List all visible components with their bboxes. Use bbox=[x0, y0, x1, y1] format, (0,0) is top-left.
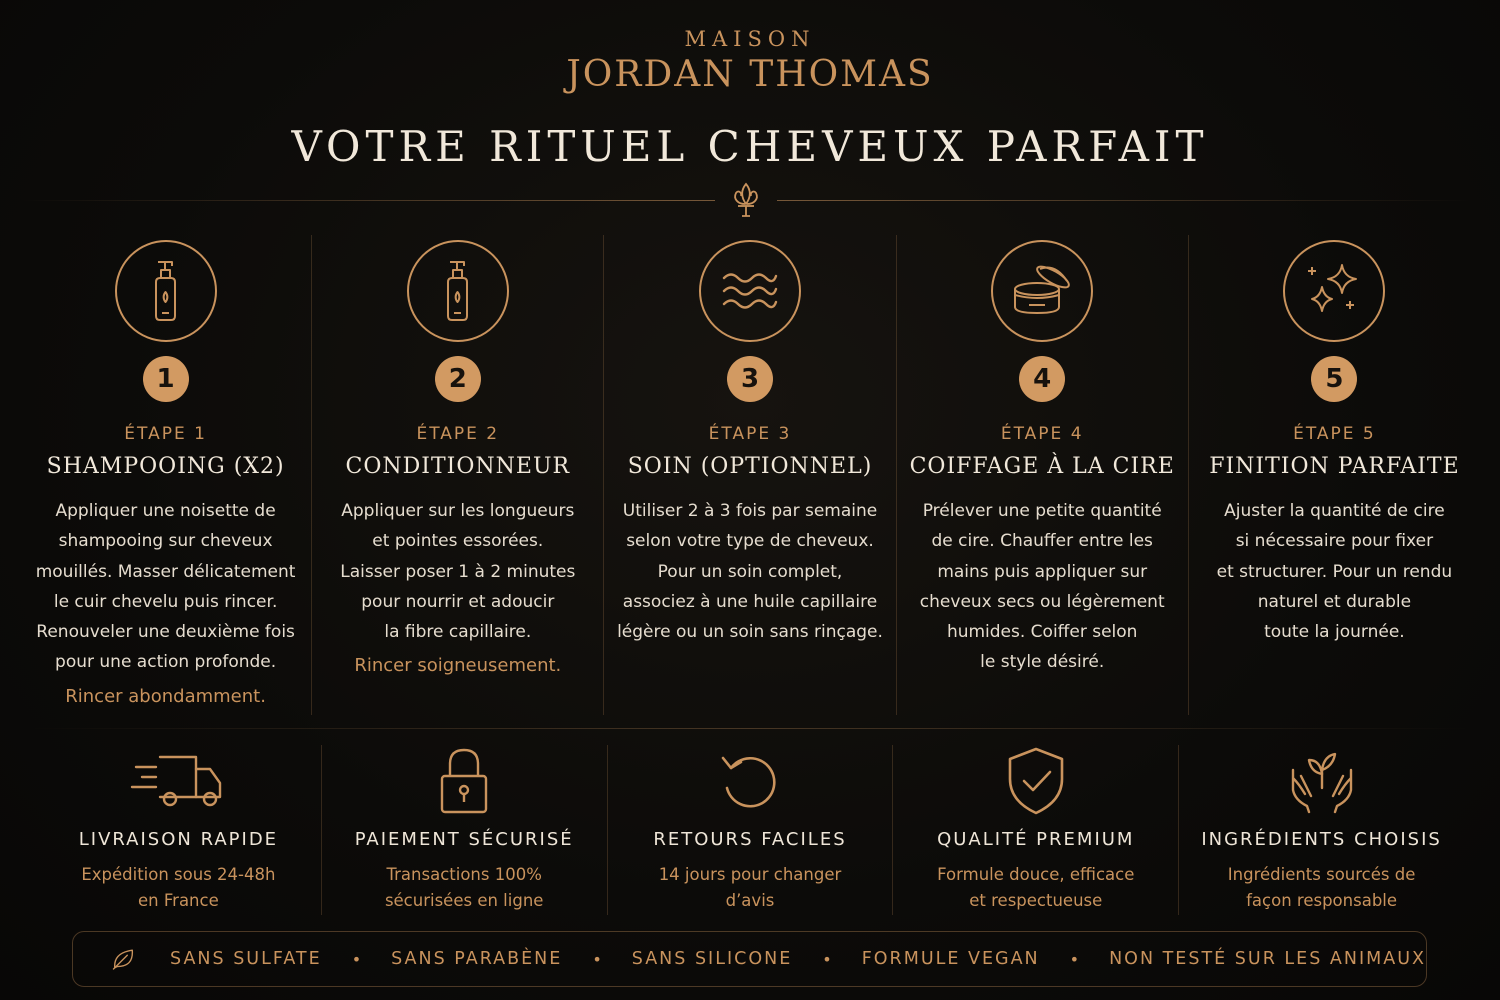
step-icon-circle bbox=[991, 240, 1093, 342]
feature-icon-wrap bbox=[322, 745, 607, 817]
feature-description bbox=[635, 862, 865, 914]
step-description-line: Prélever une petite quantité bbox=[922, 501, 1162, 521]
separator-dot: • bbox=[351, 949, 362, 969]
separator-dot: • bbox=[1069, 949, 1080, 969]
step-1 bbox=[20, 235, 311, 715]
features-row bbox=[36, 745, 1464, 915]
step-description bbox=[905, 496, 1180, 678]
step-description-line: Appliquer sur les longueurs bbox=[341, 501, 575, 521]
claims-bar bbox=[72, 931, 1427, 987]
hands-plant-icon bbox=[1287, 748, 1357, 814]
step-description-line: la fibre capillaire. bbox=[384, 622, 532, 643]
feature-title: LIVRAISON RAPIDE bbox=[78, 829, 279, 850]
step-number-badge: 5 bbox=[1311, 356, 1357, 402]
step-description-line: shampooing sur cheveux bbox=[58, 531, 273, 552]
sparkles-icon bbox=[1302, 259, 1366, 323]
feature-description-line: Formule douce, efficace bbox=[937, 865, 1135, 884]
feature-title: QUALITÉ PREMIUM bbox=[937, 829, 1135, 850]
step-title: SOIN (OPTIONNEL) bbox=[627, 454, 873, 479]
step-label: ÉTAPE 4 bbox=[1000, 424, 1084, 444]
step-title: CONDITIONNEUR bbox=[345, 454, 571, 479]
feature-delivery bbox=[36, 745, 321, 915]
step-description bbox=[28, 496, 303, 678]
feature-icon-wrap bbox=[608, 745, 893, 817]
step-description-line: le cuir chevelu puis rincer. bbox=[53, 591, 278, 612]
step-icon-circle bbox=[1283, 240, 1385, 342]
feature-description-line: Ingrédients sourcés de bbox=[1227, 865, 1416, 884]
feature-returns bbox=[607, 745, 893, 915]
feature-title: PAIEMENT SÉCURISÉ bbox=[354, 829, 574, 850]
feature-description bbox=[921, 862, 1151, 914]
shampoo-bottle-icon bbox=[136, 256, 196, 326]
step-description-line: si nécessaire pour fixer bbox=[1235, 531, 1434, 552]
step-description-line: Laisser poser 1 à 2 minutes bbox=[340, 561, 576, 582]
step-label: ÉTAPE 1 bbox=[124, 424, 207, 444]
wax-jar-icon bbox=[1007, 261, 1077, 321]
step-title: SHAMPOOING (X2) bbox=[46, 454, 285, 479]
step-description-line: le style désiré. bbox=[980, 652, 1105, 673]
step-description-line: Ajuster la quantité de cire bbox=[1224, 501, 1445, 521]
step-description-line: selon votre type de cheveux. bbox=[626, 531, 874, 552]
step-title: FINITION PARFAITE bbox=[1209, 454, 1460, 479]
step-4 bbox=[896, 235, 1188, 715]
feature-description-line: Expédition sous 24-48h bbox=[81, 865, 276, 884]
leaf-icon bbox=[111, 939, 136, 979]
delivery-truck-icon bbox=[130, 749, 226, 813]
padlock-icon bbox=[436, 746, 492, 816]
fleur-de-lis-icon bbox=[728, 180, 764, 220]
step-description-line: Utiliser 2 à 3 fois par semaine bbox=[622, 501, 878, 521]
return-arrow-icon bbox=[715, 746, 785, 816]
waves-icon bbox=[718, 266, 782, 316]
step-label: ÉTAPE 3 bbox=[708, 424, 792, 444]
section-divider bbox=[30, 728, 1470, 729]
step-note: Rincer soigneusement. bbox=[354, 655, 562, 677]
step-title: COIFFAGE À LA CIRE bbox=[909, 454, 1175, 479]
step-5 bbox=[1188, 235, 1480, 715]
claim-badge: FORMULE VEGAN bbox=[861, 949, 1040, 969]
claim-badge: SANS SULFATE bbox=[170, 949, 322, 969]
divider-left bbox=[20, 200, 715, 201]
step-description-line: de cire. Chauffer entre les bbox=[931, 531, 1153, 552]
feature-description bbox=[349, 862, 579, 914]
steps-row bbox=[20, 235, 1480, 715]
step-description-line: mains puis appliquer sur bbox=[937, 561, 1148, 582]
claim-badge: SANS SILICONE bbox=[631, 949, 793, 969]
step-description-line: Renouveler une deuxième fois bbox=[36, 622, 295, 643]
step-number-badge: 4 bbox=[1019, 356, 1065, 402]
step-label: ÉTAPE 2 bbox=[416, 424, 500, 444]
step-3 bbox=[603, 235, 895, 715]
feature-description bbox=[63, 862, 293, 914]
step-description-line: associez à une huile capillaire bbox=[622, 591, 878, 612]
step-icon-circle bbox=[407, 240, 509, 342]
claim-badge: SANS PARABÈNE bbox=[391, 949, 563, 969]
step-description-line: pour une action profonde. bbox=[55, 652, 277, 673]
feature-description-line: Transactions 100% bbox=[386, 865, 542, 884]
step-icon-circle bbox=[115, 240, 217, 342]
feature-description bbox=[1207, 862, 1437, 914]
step-number-badge: 2 bbox=[435, 356, 481, 402]
shield-check-icon bbox=[1004, 745, 1068, 817]
page-title: VOTRE RITUEL CHEVEUX PARFAIT bbox=[291, 122, 1209, 171]
step-number-badge: 3 bbox=[727, 356, 773, 402]
feature-description-line: 14 jours pour changer bbox=[658, 865, 842, 884]
step-description-line: Appliquer une noisette de bbox=[55, 501, 276, 521]
step-description-line: pour nourrir et adoucir bbox=[361, 591, 555, 612]
feature-title: INGRÉDIENTS CHOISIS bbox=[1201, 829, 1442, 850]
feature-description-line: en France bbox=[138, 891, 219, 910]
step-description-line: Pour un soin complet, bbox=[657, 561, 843, 582]
step-description bbox=[1197, 496, 1472, 647]
feature-quality bbox=[892, 745, 1178, 915]
step-label: ÉTAPE 5 bbox=[1293, 424, 1376, 444]
feature-description-line: façon responsable bbox=[1246, 891, 1398, 910]
step-description bbox=[613, 496, 888, 647]
step-2 bbox=[311, 235, 603, 715]
step-description bbox=[320, 496, 595, 647]
brand-name: JORDAN THOMAS bbox=[566, 54, 934, 95]
step-description-line: mouillés. Masser délicatement bbox=[35, 561, 296, 582]
step-number-badge: 1 bbox=[143, 356, 189, 402]
feature-payment bbox=[321, 745, 607, 915]
divider-right bbox=[777, 200, 1472, 201]
step-description-line: et structurer. Pour un rendu bbox=[1216, 561, 1453, 582]
conditioner-bottle-icon bbox=[428, 256, 488, 326]
brand-top-text: MAISON bbox=[684, 27, 816, 51]
feature-ingredients bbox=[1178, 745, 1464, 915]
feature-icon-wrap bbox=[36, 745, 321, 817]
feature-icon-wrap bbox=[893, 745, 1178, 817]
step-description-line: naturel et durable bbox=[1257, 591, 1412, 612]
step-note: Rincer abondamment. bbox=[65, 685, 266, 707]
feature-title: RETOURS FACILES bbox=[653, 829, 847, 850]
separator-dot: • bbox=[592, 949, 602, 969]
feature-description-line: et respectueuse bbox=[969, 891, 1103, 910]
step-icon-circle bbox=[699, 240, 801, 342]
step-description-line: légère ou un soin sans rinçage. bbox=[617, 622, 883, 643]
feature-description-line: sécurisées en ligne bbox=[384, 891, 544, 910]
step-description-line: toute la journée. bbox=[1264, 622, 1405, 643]
claim-badge: NON TESTÉ SUR LES ANIMAUX bbox=[1109, 949, 1426, 969]
separator-dot: • bbox=[822, 949, 832, 969]
feature-description-line: d’avis bbox=[725, 891, 775, 910]
feature-icon-wrap bbox=[1179, 745, 1464, 817]
step-description-line: humides. Coiffer selon bbox=[946, 622, 1138, 643]
step-description-line: et pointes essorées. bbox=[372, 531, 544, 552]
step-description-line: cheveux secs ou légèrement bbox=[919, 591, 1165, 612]
